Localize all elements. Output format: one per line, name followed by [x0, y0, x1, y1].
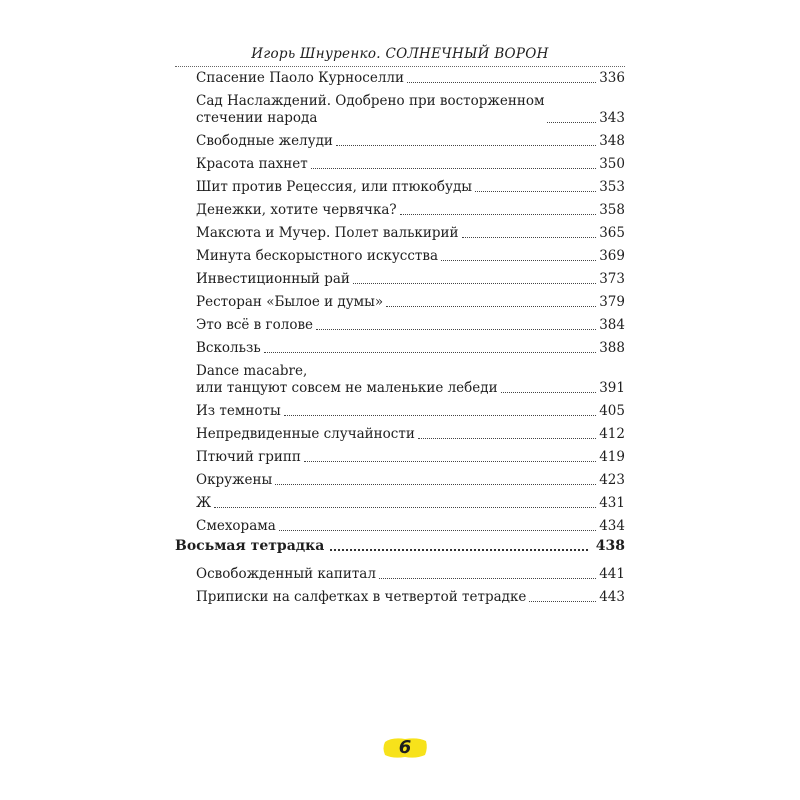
toc-entry-title — [196, 93, 544, 127]
toc-entry-page: 379 — [599, 294, 625, 310]
toc-entry-title-line2: или танцуют совсем не маленькие лебеди — [196, 380, 498, 396]
section-title: Восьмая тетрадка — [175, 538, 325, 554]
page-number-badge — [382, 736, 428, 760]
toc-entry-title: Шит против Рецессия, или птюкобуды — [196, 179, 473, 195]
dot-leader — [547, 122, 596, 123]
toc-entry — [196, 589, 625, 606]
toc-entry-title: Красота пахнет — [196, 156, 308, 172]
toc-entry-page: 369 — [599, 248, 625, 264]
dot-leader — [330, 549, 587, 551]
toc-entry-page: 353 — [599, 179, 625, 195]
toc-entry-title-line2: стечении народа — [196, 110, 318, 126]
toc-entry-title: Освобожденный капитал — [196, 566, 376, 582]
toc-entry — [196, 317, 625, 334]
dot-leader — [407, 82, 596, 83]
toc-entry-title: Это всё в голове — [196, 317, 314, 333]
toc-list-2 — [196, 566, 625, 612]
toc-entry-title: Птючий грипп — [196, 449, 301, 465]
dot-leader — [462, 237, 597, 238]
header-dotted-rule — [175, 66, 625, 67]
dot-leader — [214, 507, 596, 508]
toc-entry — [196, 248, 625, 265]
dot-leader — [400, 214, 597, 215]
toc-entry-page: 405 — [599, 403, 625, 419]
toc-entry-page: 423 — [599, 472, 625, 488]
toc-entry — [196, 472, 625, 489]
dot-leader — [311, 168, 596, 169]
toc-entry — [196, 225, 625, 242]
toc-entry — [196, 93, 625, 127]
toc-entry — [196, 403, 625, 420]
dot-leader — [379, 578, 596, 579]
toc-entry-title: Ж — [196, 495, 212, 511]
toc-entry — [196, 294, 625, 311]
dot-leader — [316, 329, 596, 330]
toc-entry-title-line1: Сад Наслаждений. Одобрено при восторженном — [196, 93, 545, 109]
toc-entry-page: 336 — [599, 70, 625, 86]
section-page: 438 — [595, 538, 625, 554]
toc-entry-title: Денежки, хотите червячка? — [196, 202, 397, 218]
toc-entry — [196, 179, 625, 196]
toc-entry-title: Непредвиденные случайности — [196, 426, 415, 442]
dot-leader — [418, 438, 596, 439]
toc-entry-page: 348 — [599, 133, 625, 149]
toc-entry-title: Вскользь — [196, 340, 261, 356]
toc-list — [196, 70, 625, 541]
toc-section-heading — [175, 537, 625, 555]
toc-entry-page: 384 — [599, 317, 625, 333]
toc-entry — [196, 363, 625, 397]
dot-leader — [386, 306, 596, 307]
toc-entry — [196, 202, 625, 219]
toc-entry-page: 343 — [599, 110, 625, 126]
toc-entry-page: 412 — [599, 426, 625, 442]
toc-entry-title-line1: Dance macabre, — [196, 363, 308, 379]
toc-entry-page: 358 — [599, 202, 625, 218]
toc-entry — [196, 495, 625, 512]
toc-entry — [196, 426, 625, 443]
toc-entry-page: 419 — [599, 449, 625, 465]
toc-entry-title: Приписки на салфетках в четвертой тетрадке — [196, 589, 527, 605]
toc-entry-title: Смехорама — [196, 518, 276, 534]
dot-leader — [284, 415, 596, 416]
toc-entry-page: 441 — [599, 566, 625, 582]
toc-entry — [196, 156, 625, 173]
toc-entry-title: Спасение Паоло Курноселли — [196, 70, 405, 86]
toc-entry — [196, 566, 625, 583]
toc-entry-page: 431 — [599, 495, 625, 511]
toc-entry-title: Минута бескорыстного искусства — [196, 248, 439, 264]
toc-entry-title: Свободные желуди — [196, 133, 333, 149]
toc-entry-title: Окружены — [196, 472, 273, 488]
toc-entry-page: 391 — [599, 380, 625, 396]
toc-entry — [196, 340, 625, 357]
dot-leader — [441, 260, 596, 261]
page-number: 6 — [398, 737, 412, 758]
running-header: Игорь Шнуренко. СОЛНЕЧНЫЙ ВОРОН — [251, 46, 549, 62]
toc-entry-title: Инвестиционный рай — [196, 271, 350, 287]
toc-entry-page: 434 — [599, 518, 625, 534]
dot-leader — [529, 601, 596, 602]
dot-leader — [353, 283, 596, 284]
toc-entry — [196, 133, 625, 150]
toc-entry-page: 365 — [599, 225, 625, 241]
toc-entry-page: 443 — [599, 589, 625, 605]
dot-leader — [304, 461, 596, 462]
toc-entry-title: Из темноты — [196, 403, 281, 419]
toc-entry — [196, 70, 625, 87]
toc-entry-title — [196, 363, 498, 397]
toc-entry-page: 388 — [599, 340, 625, 356]
toc-entry — [196, 518, 625, 535]
dot-leader — [501, 392, 597, 393]
toc-entry-title: Ресторан «Былое и думы» — [196, 294, 384, 310]
dot-leader — [275, 484, 596, 485]
dot-leader — [475, 191, 596, 192]
toc-entry-page: 350 — [599, 156, 625, 172]
toc-entry-page: 373 — [599, 271, 625, 287]
dot-leader — [279, 530, 596, 531]
toc-entry-title: Максюта и Мучер. Полет валькирий — [196, 225, 459, 241]
dot-leader — [264, 352, 597, 353]
toc-entry — [196, 271, 625, 288]
toc-entry — [196, 449, 625, 466]
dot-leader — [336, 145, 596, 146]
